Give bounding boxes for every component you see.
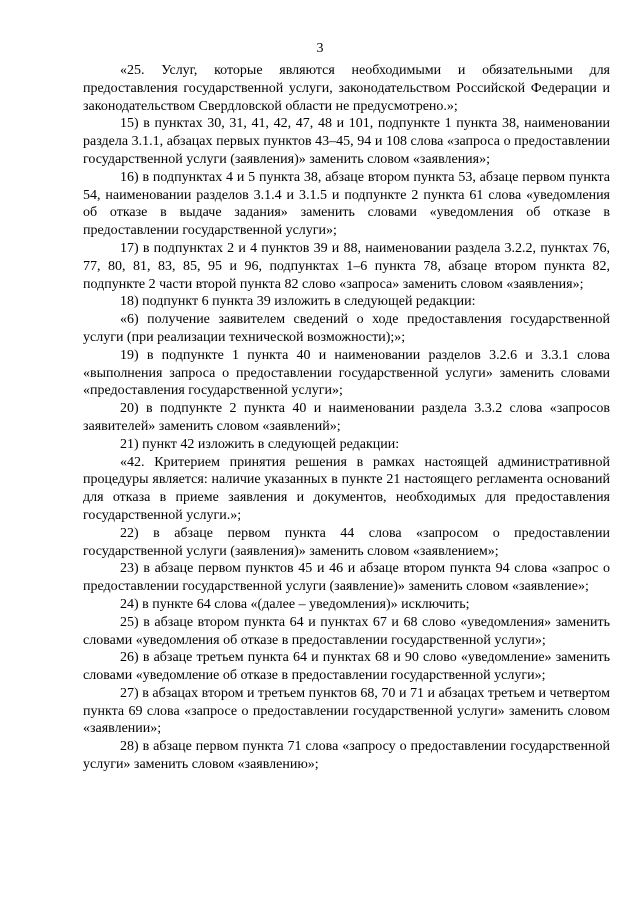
- paragraph-item-16: 16) в подпунктах 4 и 5 пункта 38, абзаце втором пункта 53, абзаце первом пункта 54, наименовании разделов 3.1.4 и 3.1.5 и подпункте 2 пункта 61 слова «уведомления об отказе в выдаче задания» заменить словами «уведомления об отказе в предоставлении государственной услуги»;: [83, 169, 610, 239]
- paragraph-item-18: 18) подпункт 6 пункта 39 изложить в следующей редакции:: [120, 294, 476, 310]
- paragraph-quote-6: «6) получение заявителем сведений о ходе предоставления государственной услуги (при реализации технической возможности);»;: [83, 312, 610, 345]
- paragraph-quote-25: «25. Услуг, которые являются необходимыми и обязательными для предоставления государственной услуги, законодательством Российской Федерации и законодательством Свердловской области не предусмотрено.»;: [83, 63, 610, 114]
- paragraph-item-22: 22) в абзаце первом пункта 44 слова «запросом о предоставлении государственной услуги (заявления)» заменить словом «заявлением»;: [83, 525, 610, 559]
- paragraph-item-27: 27) в абзацах втором и третьем пунктов 68, 70 и 71 и абзацах третьем и четвертом пункта 69 слова «запросе о предоставлении государственной услуги» заменить словом «заявлении»;: [83, 685, 610, 737]
- paragraph-item-20: 20) в подпункте 2 пункта 40 и наименовании раздела 3.3.2 слова «запросов заявителей» заменить словом «заявлений»;: [83, 401, 610, 434]
- paragraph-item-26: 26) в абзаце третьем пункта 64 и пунктах 68 и 90 слово «уведомление» заменить словами «уведомление об отказе в предоставлении государственной услуги»;: [83, 650, 610, 684]
- paragraph-item-19: 19) в подпункте 1 пункта 40 и наименовании разделов 3.2.6 и 3.3.1 слова «выполнения запроса о предоставлении государственной услуги» заменить словами «предоставления государственной услуги»;: [83, 347, 610, 399]
- paragraph-item-15: 15) в пунктах 30, 31, 41, 42, 47, 48 и 101, подпункте 1 пункта 38, наименовании раздела 3.1.1, абзацах первых пунктов 43–45, 94 и 108 слова «запроса о предоставлении государственной услуги (заявления)» заменить словом «заявления»;: [83, 116, 610, 167]
- paragraph-item-21: 21) пункт 42 изложить в следующей редакции:: [120, 436, 400, 452]
- paragraph-quote-42: «42. Критерием принятия решения в рамках настоящей административной процедуры является: наличие указанных в пункте 21 настоящего регламента оснований для отказа в приеме заявления и документов, необходимых для предоставления государственной услуги.»;: [83, 454, 610, 523]
- document-body: [83, 62, 610, 774]
- paragraph-item-28: 28) в абзаце первом пункта 71 слова «запросу о предоставлении государственной услуги» заменить словом «заявлению»;: [83, 739, 610, 773]
- paragraph-item-17: 17) в подпунктах 2 и 4 пунктов 39 и 88, наименовании раздела 3.2.2, пунктах 76, 77, 80, 81, 83, 85, 95 и 96, подпунктах 1–6 пункта 78, абзаце втором пункта 82, подпункте 2 части второй пункта 82 слово «запроса» заменить словом «заявления»;: [83, 240, 610, 292]
- paragraph-item-23: 23) в абзаце первом пунктов 45 и 46 и абзаце втором пункта 94 слова «запрос о предоставлении государственной услуги (заявление)» заменить словом «заявление»;: [83, 561, 610, 595]
- paragraph-item-24: 24) в пункте 64 слова «(далее – уведомления)» исключить;: [120, 596, 470, 612]
- paragraph-item-25: 25) в абзаце втором пункта 64 и пунктах 67 и 68 слово «уведомления» заменить словами «уведомления об отказе в предоставлении государственной услуги»;: [83, 614, 610, 648]
- page-number: 3: [316, 41, 324, 56]
